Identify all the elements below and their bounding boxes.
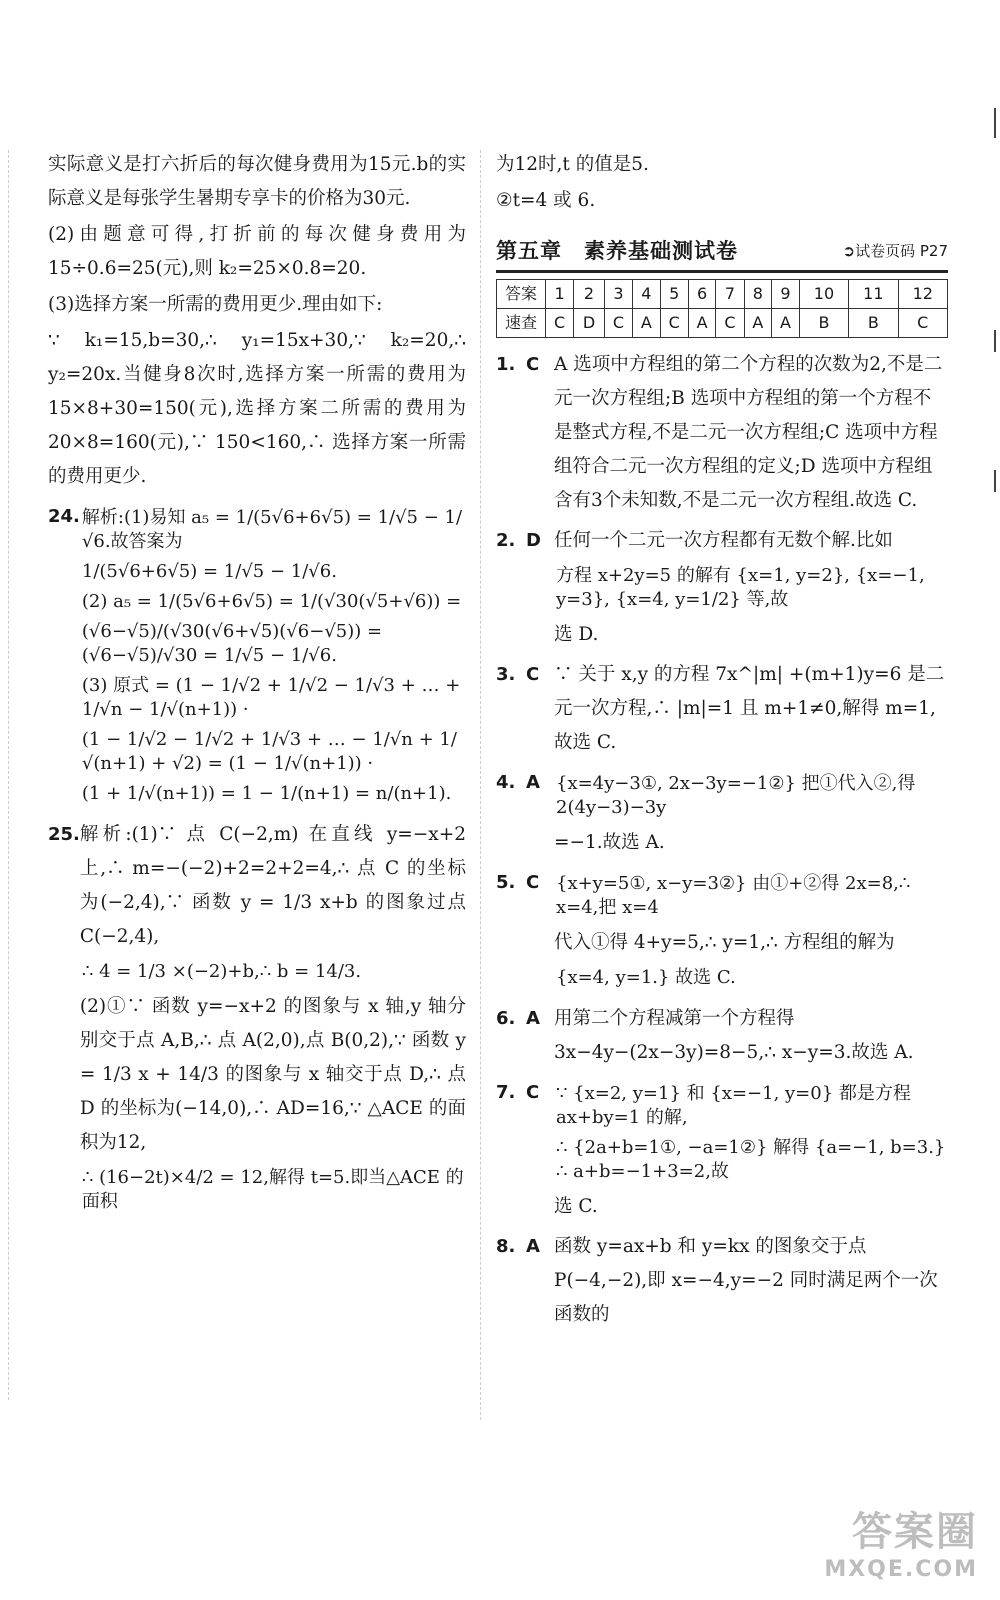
- q24-line-5: (3) 原式 = (1 − 1/√2 + 1/√2 − 1/√3 + … + 1/√n − 1/√(n+1)) ·: [81, 675, 461, 720]
- q6-explanation: 用第二个方程减第一个方程得 3x−4y−(2x−3y)=8−5,∴ x−y=3.故选 A.: [554, 1008, 914, 1063]
- q3-explanation: ∵ 关于 x,y 的方程 7x^|m| +(m+1)y=6 是二元一次方程,∴ |m|=1 且 m+1≠0,解得 m=1,故选 C.: [554, 664, 945, 753]
- q7-end: 选 C.: [554, 1196, 598, 1217]
- table-question-number: 9: [772, 280, 800, 309]
- q4-explanation: =−1.故选 A.: [554, 832, 665, 853]
- question-6: [496, 1002, 948, 1070]
- q5-math-2: {x=4, y=1.} 故选 C.: [556, 967, 736, 988]
- margin-rule-left: [8, 150, 9, 1400]
- question-number: 8.: [496, 1236, 516, 1257]
- question-answer: A: [526, 772, 540, 793]
- q24-line-2: 1/(5√6+6√5) = 1/√5 − 1/√6.: [81, 561, 337, 582]
- left-column: [48, 148, 466, 1222]
- question-number: 1.: [496, 354, 516, 375]
- q25-continued-2: ②t=4 或 6.: [496, 190, 596, 211]
- q2-end: 选 D.: [554, 624, 599, 645]
- answer-table-row-answers: [497, 309, 948, 338]
- question-answer: C: [526, 872, 540, 893]
- watermark-logo: [824, 1500, 978, 1582]
- edge-mark: [994, 108, 996, 138]
- q5-math: {x+y=5①, x−y=3②} 由①+②得 2x=8,∴ x=4,把 x=4: [556, 873, 911, 918]
- table-question-number: 10: [799, 280, 848, 309]
- table-answer-cell: A: [744, 309, 772, 338]
- question-8: [496, 1230, 948, 1332]
- question-number: 3.: [496, 664, 516, 685]
- answer-table: [496, 279, 948, 338]
- question-1: [496, 348, 948, 518]
- q7-math-2: ∴ {2a+b=1①, −a=1②} 解得 {a=−1, b=3.} ∴ a+b=−1+3=2,故: [556, 1137, 946, 1182]
- table-question-number: 5: [660, 280, 688, 309]
- table-question-number: 6: [688, 280, 716, 309]
- question-answer: A: [526, 1008, 540, 1029]
- question-4: [496, 766, 948, 860]
- table-answer-cell: C: [604, 309, 632, 338]
- question-number: 7.: [496, 1082, 516, 1103]
- table-question-number: 3: [604, 280, 632, 309]
- q8-explanation: 函数 y=ax+b 和 y=kx 的图象交于点 P(−4,−2),即 x=−4,y=−2 同时满足两个一次函数的: [554, 1236, 938, 1325]
- question-7: [496, 1076, 948, 1224]
- q25-line-3: (2)①∵ 函数 y=−x+2 的图象与 x 轴,y 轴分别交于点 A,B,∴ 点 A(2,0),点 B(0,2),∵ 函数 y = 1/3 x + 14/3 的图象与 x 轴交于点 D,∴ 点 D 的坐标为(−14,0),∴ AD=16,∵ △ACE 的面积为12,: [79, 996, 466, 1153]
- question-number: 25.: [48, 824, 80, 845]
- table-answer-cell: B: [849, 309, 898, 338]
- question-number: 24.: [48, 506, 80, 527]
- q25-line-2: ∴ 4 = 1/3 ×(−2)+b,∴ b = 14/3.: [81, 961, 362, 982]
- question-answer: A: [526, 1236, 540, 1257]
- q4-math: {x=4y−3①, 2x−3y=−1②} 把①代入②,得 2(4y−3)−3y: [556, 773, 916, 818]
- table-answer-cell: C: [898, 309, 947, 338]
- table-label: 速查: [497, 309, 546, 338]
- question-answer: C: [526, 664, 540, 685]
- edge-mark: [994, 330, 996, 352]
- table-question-number: 7: [716, 280, 744, 309]
- table-question-number: 4: [633, 280, 661, 309]
- table-answer-cell: C: [546, 309, 574, 338]
- question-number: 2.: [496, 530, 516, 551]
- q2-math: 方程 x+2y=5 的解有 {x=1, y=2}, {x=−1, y=3}, {x=4, y=1/2} 等,故: [556, 565, 925, 610]
- question-answer: D: [526, 530, 541, 551]
- question-number: 5.: [496, 872, 516, 893]
- q7-math: ∵ {x=2, y=1} 和 {x=−1, y=0} 都是方程 ax+by=1 的解,: [556, 1083, 911, 1128]
- table-label: 答案: [497, 280, 546, 309]
- table-answer-cell: D: [574, 309, 605, 338]
- q24-line-3: (2) a₅ = 1/(5√6+6√5) = 1/(√30(√5+√6)) =: [81, 591, 462, 612]
- section-title: 第五章 素养基础测试卷: [496, 239, 738, 263]
- q24-line-1: 解析:(1)易知 a₅ = 1/(5√6+6√5) = 1/√5 − 1/√6.故答案为: [81, 507, 463, 552]
- q25-line-1: 解析:(1)∵ 点 C(−2,m) 在直线 y=−x+2 上,∴ m=−(−2)+2=2+2=4,∴ 点 C 的坐标为(−2,4),∵ 函数 y = 1/3 x+b 的图象过点 C(−2,4),: [79, 824, 466, 947]
- table-answer-cell: A: [633, 309, 661, 338]
- table-question-number: 11: [849, 280, 898, 309]
- page-reference: ➲试卷页码 P27: [842, 242, 948, 260]
- q5-explanation: 代入①得 4+y=5,∴ y=1,∴ 方程组的解为: [554, 932, 895, 953]
- table-question-number: 1: [546, 280, 574, 309]
- question-5: [496, 866, 948, 996]
- q1-explanation: A 选项中方程组的第二个方程的次数为2,不是二元一次方程组;B 选项中方程组的第一个方程不是整式方程,不是二元一次方程组;C 选项中方程组符合二元一次方程组的定义;D 选项中方程组含有3个未知数,不是二元一次方程组.故选 C.: [554, 354, 943, 511]
- table-question-number: 12: [898, 280, 947, 309]
- table-answer-cell: A: [688, 309, 716, 338]
- question-number: 6.: [496, 1008, 516, 1029]
- question-answer: C: [526, 354, 540, 375]
- q24-line-7: (1 + 1/√(n+1)) = 1 − 1/(n+1) = n/(n+1).: [81, 783, 452, 804]
- q23-part3-heading: (3)选择方案一所需的费用更少.理由如下:: [48, 294, 383, 315]
- q25-continued-1: 为12时,t 的值是5.: [496, 154, 649, 175]
- q2-explanation: 任何一个二元一次方程都有无数个解.比如: [554, 530, 893, 551]
- q24-line-6: (1 − 1/√2 − 1/√2 + 1/√3 + … − 1/√n + 1/√(n+1) + √2) = (1 − 1/√(n+1)) ·: [81, 729, 457, 774]
- table-answer-cell: C: [716, 309, 744, 338]
- q23-part2: (2)由题意可得,打折前的每次健身费用为15÷0.6=25(元),则 k₂=25×0.8=20.: [48, 224, 466, 279]
- table-answer-cell: C: [660, 309, 688, 338]
- section-header: [496, 234, 948, 273]
- q24-line-4: (√6−√5)/(√30(√6+√5)(√6−√5)) = (√6−√5)/√30 = 1/√5 − 1/√6.: [81, 621, 383, 666]
- question-24: [48, 500, 466, 812]
- answer-table-row-numbers: [497, 280, 948, 309]
- column-divider: [480, 150, 481, 1420]
- question-25: [48, 818, 466, 1220]
- table-answer-cell: A: [772, 309, 800, 338]
- watermark-url: MXQE.COM: [824, 1557, 978, 1582]
- table-question-number: 2: [574, 280, 605, 309]
- q23-part3-body: ∵ k₁=15,b=30,∴ y₁=15x+30,∵ k₂=20,∴ y₂=20x.当健身8次时,选择方案一所需的费用为15×8+30=150(元),选择方案二所需的费用为20×8=160(元),∵ 150<160,∴ 选择方案一所需的费用更少.: [48, 330, 466, 487]
- right-column: [496, 148, 948, 1334]
- q23-paragraph: 实际意义是打六折后的每次健身费用为15元.b的实际意义是每张学生暑期专享卡的价格为30元.: [48, 154, 466, 209]
- edge-mark: [994, 470, 996, 492]
- question-number: 4.: [496, 772, 516, 793]
- watermark-title: 答案圈: [852, 1509, 978, 1555]
- question-3: [496, 658, 948, 760]
- table-answer-cell: B: [799, 309, 848, 338]
- question-2: [496, 524, 948, 652]
- table-question-number: 8: [744, 280, 772, 309]
- q25-line-4: ∴ (16−2t)×4/2 = 12,解得 t=5.即当△ACE 的面积: [81, 1167, 464, 1212]
- question-answer: C: [526, 1082, 540, 1103]
